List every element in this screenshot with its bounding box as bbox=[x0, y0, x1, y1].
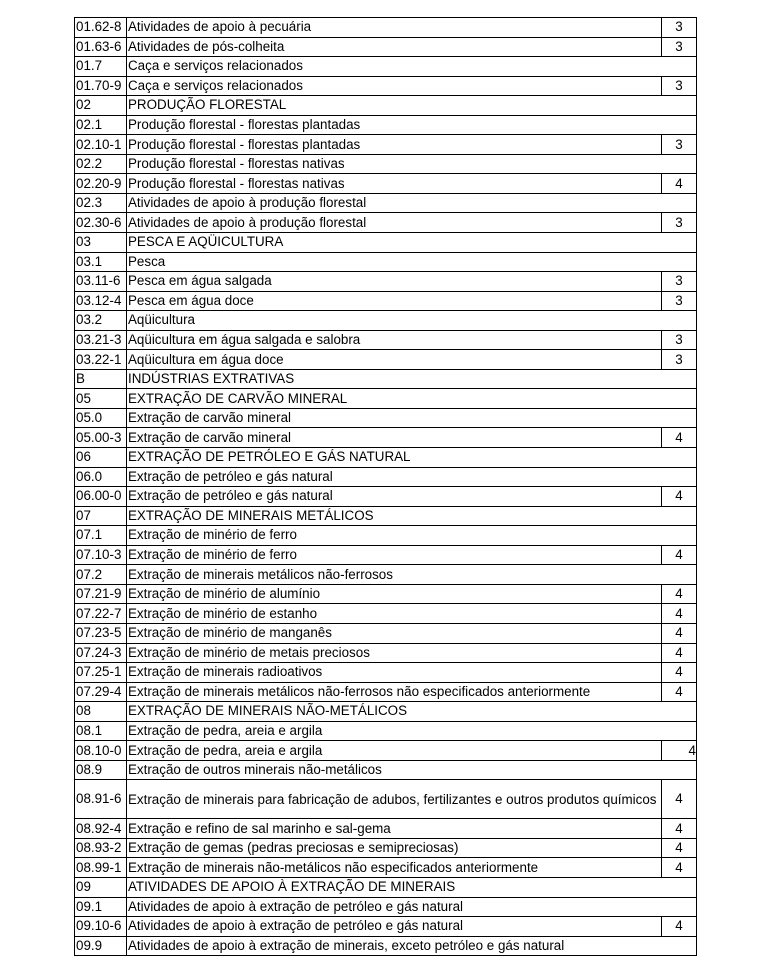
table-row bbox=[75, 193, 697, 213]
activity-description: Produção florestal - florestas plantadas bbox=[127, 135, 662, 155]
activity-description: ATIVIDADES DE APOIO À EXTRAÇÃO DE MINERAIS bbox=[127, 877, 697, 897]
table-row bbox=[75, 18, 697, 38]
activity-code: 07 bbox=[75, 506, 127, 526]
table-row bbox=[75, 467, 697, 487]
table-row bbox=[75, 252, 697, 272]
activity-code: 01.7 bbox=[75, 57, 127, 77]
activity-code: 03.2 bbox=[75, 311, 127, 331]
activity-description: EXTRAÇÃO DE MINERAIS METÁLICOS bbox=[127, 506, 697, 526]
activity-description: Extração de minério de ferro bbox=[127, 526, 697, 546]
table-row bbox=[75, 623, 697, 643]
table-row bbox=[75, 858, 697, 878]
table-row bbox=[75, 233, 697, 253]
activity-code: B bbox=[75, 369, 127, 389]
activity-description: Extração de minerais para fabricação de adubos, fertilizantes e outros produtos químicos bbox=[127, 780, 662, 819]
activity-code: 02.10-1 bbox=[75, 135, 127, 155]
risk-degree: 4 bbox=[662, 428, 697, 448]
risk-degree: 4 bbox=[662, 545, 697, 565]
table-row bbox=[75, 448, 697, 468]
activity-code: 08.9 bbox=[75, 760, 127, 780]
risk-degree: 4 bbox=[662, 838, 697, 858]
table-row bbox=[75, 819, 697, 839]
table-row bbox=[75, 96, 697, 116]
table-row bbox=[75, 76, 697, 96]
activity-code: 07.23-5 bbox=[75, 623, 127, 643]
activity-description: Aqüicultura em água doce bbox=[127, 350, 662, 370]
activity-description: Aqüicultura bbox=[127, 311, 697, 331]
risk-degree: 3 bbox=[662, 330, 697, 350]
table-row bbox=[75, 311, 697, 331]
table-row bbox=[75, 897, 697, 917]
activity-description: Extração de minério de estanho bbox=[127, 604, 662, 624]
risk-degree: 4 bbox=[662, 487, 697, 507]
activity-code: 03.11-6 bbox=[75, 272, 127, 292]
activity-code: 02 bbox=[75, 96, 127, 116]
activity-description: Atividades de apoio à extração de minerais, exceto petróleo e gás natural bbox=[127, 936, 697, 956]
activity-description: Extração de minério de alumínio bbox=[127, 584, 662, 604]
table-row bbox=[75, 760, 697, 780]
table-row bbox=[75, 174, 697, 194]
activity-code: 02.1 bbox=[75, 115, 127, 135]
activity-description: Caça e serviços relacionados bbox=[127, 57, 697, 77]
table-row bbox=[75, 213, 697, 233]
activity-code: 03.1 bbox=[75, 252, 127, 272]
activity-description: Extração de carvão mineral bbox=[127, 428, 662, 448]
risk-degree: 4 bbox=[662, 623, 697, 643]
activity-description: Extração de carvão mineral bbox=[127, 408, 697, 428]
activity-description: Pesca bbox=[127, 252, 697, 272]
table-row bbox=[75, 545, 697, 565]
risk-degree: 4 bbox=[662, 819, 697, 839]
activity-code: 02.3 bbox=[75, 193, 127, 213]
activity-description: Atividades de apoio à produção florestal bbox=[127, 193, 697, 213]
table-row bbox=[75, 428, 697, 448]
activity-description: Atividades de pós-colheita bbox=[127, 37, 662, 57]
table-row bbox=[75, 389, 697, 409]
table-row bbox=[75, 584, 697, 604]
activity-description: Extração de outros minerais não-metálicos bbox=[127, 760, 697, 780]
table-row bbox=[75, 741, 697, 761]
activity-code: 08.93-2 bbox=[75, 838, 127, 858]
activity-code: 09.10-6 bbox=[75, 917, 127, 937]
risk-degree: 4 bbox=[662, 584, 697, 604]
table-row bbox=[75, 350, 697, 370]
activity-code: 08.91-6 bbox=[75, 780, 127, 819]
risk-degree: 4 bbox=[662, 780, 697, 819]
table-row bbox=[75, 643, 697, 663]
activity-description: Caça e serviços relacionados bbox=[127, 76, 662, 96]
activity-description: Extração de pedra, areia e argila bbox=[127, 721, 697, 741]
table-row bbox=[75, 408, 697, 428]
activity-description: INDÚSTRIAS EXTRATIVAS bbox=[127, 369, 697, 389]
table-row bbox=[75, 291, 697, 311]
activity-code: 09.1 bbox=[75, 897, 127, 917]
table-row bbox=[75, 917, 697, 937]
risk-degree: 4 bbox=[662, 858, 697, 878]
risk-degree: 4 bbox=[662, 604, 697, 624]
activity-code: 02.30-6 bbox=[75, 213, 127, 233]
table-row bbox=[75, 526, 697, 546]
table-row bbox=[75, 721, 697, 741]
table-row bbox=[75, 330, 697, 350]
activity-code: 05.0 bbox=[75, 408, 127, 428]
table-row bbox=[75, 838, 697, 858]
activity-code: 01.63-6 bbox=[75, 37, 127, 57]
activity-code: 03.22-1 bbox=[75, 350, 127, 370]
activity-code: 07.25-1 bbox=[75, 663, 127, 683]
activity-description: Atividades de apoio à produção florestal bbox=[127, 213, 662, 233]
activity-description: EXTRAÇÃO DE MINERAIS NÃO-METÁLICOS bbox=[127, 702, 697, 722]
activity-code: 07.1 bbox=[75, 526, 127, 546]
activity-code: 05 bbox=[75, 389, 127, 409]
table-row bbox=[75, 369, 697, 389]
activity-description: Atividades de apoio à extração de petróleo e gás natural bbox=[127, 917, 662, 937]
activity-code: 02.20-9 bbox=[75, 174, 127, 194]
activity-code: 07.2 bbox=[75, 565, 127, 585]
activity-code: 05.00-3 bbox=[75, 428, 127, 448]
activity-table-body bbox=[75, 18, 697, 956]
risk-degree: 3 bbox=[662, 350, 697, 370]
activity-code: 01.70-9 bbox=[75, 76, 127, 96]
risk-degree: 4 bbox=[662, 174, 697, 194]
activity-code: 09 bbox=[75, 877, 127, 897]
table-row bbox=[75, 780, 697, 819]
activity-description: Extração de minerais metálicos não-ferrosos não especificados anteriormente bbox=[127, 682, 662, 702]
activity-code: 08.1 bbox=[75, 721, 127, 741]
risk-degree: 3 bbox=[662, 76, 697, 96]
activity-description: Extração de pedra, areia e argila bbox=[127, 741, 662, 761]
table-row bbox=[75, 272, 697, 292]
table-row bbox=[75, 663, 697, 683]
activity-description: Produção florestal - florestas nativas bbox=[127, 174, 662, 194]
activity-description: PRODUÇÃO FLORESTAL bbox=[127, 96, 697, 116]
activity-code: 07.10-3 bbox=[75, 545, 127, 565]
activity-table bbox=[74, 17, 697, 956]
risk-degree: 3 bbox=[662, 135, 697, 155]
activity-description: Atividades de apoio à extração de petróleo e gás natural bbox=[127, 897, 697, 917]
table-row bbox=[75, 487, 697, 507]
table-row bbox=[75, 506, 697, 526]
activity-code: 07.29-4 bbox=[75, 682, 127, 702]
activity-code: 02.2 bbox=[75, 154, 127, 174]
table-row bbox=[75, 877, 697, 897]
activity-description: Extração de minerais não-metálicos não especificados anteriormente bbox=[127, 858, 662, 878]
activity-description: Aqüicultura em água salgada e salobra bbox=[127, 330, 662, 350]
risk-degree: 3 bbox=[662, 18, 697, 38]
activity-code: 08.99-1 bbox=[75, 858, 127, 878]
risk-degree: 3 bbox=[662, 213, 697, 233]
activity-description: PESCA E AQÜICULTURA bbox=[127, 233, 697, 253]
activity-description: EXTRAÇÃO DE PETRÓLEO E GÁS NATURAL bbox=[127, 448, 697, 468]
activity-code: 06 bbox=[75, 448, 127, 468]
risk-degree: 3 bbox=[662, 272, 697, 292]
table-row bbox=[75, 702, 697, 722]
activity-description: Pesca em água salgada bbox=[127, 272, 662, 292]
activity-code: 03.12-4 bbox=[75, 291, 127, 311]
risk-degree: 4 bbox=[662, 663, 697, 683]
activity-code: 08.92-4 bbox=[75, 819, 127, 839]
risk-degree: 4 bbox=[662, 741, 697, 761]
activity-description: Extração de minerais metálicos não-ferrosos bbox=[127, 565, 697, 585]
activity-description: Extração de minério de ferro bbox=[127, 545, 662, 565]
risk-degree: 4 bbox=[662, 682, 697, 702]
activity-description: Atividades de apoio à pecuária bbox=[127, 18, 662, 38]
activity-description: Pesca em água doce bbox=[127, 291, 662, 311]
table-row bbox=[75, 682, 697, 702]
activity-code: 07.21-9 bbox=[75, 584, 127, 604]
table-row bbox=[75, 57, 697, 77]
activity-description: Extração de minério de manganês bbox=[127, 623, 662, 643]
activity-description: Extração de minério de metais preciosos bbox=[127, 643, 662, 663]
activity-code: 08.10-0 bbox=[75, 741, 127, 761]
table-row bbox=[75, 154, 697, 174]
risk-degree: 3 bbox=[662, 37, 697, 57]
activity-code: 06.0 bbox=[75, 467, 127, 487]
risk-degree: 4 bbox=[662, 643, 697, 663]
table-row bbox=[75, 936, 697, 956]
risk-degree: 4 bbox=[662, 917, 697, 937]
activity-code: 01.62-8 bbox=[75, 18, 127, 38]
activity-description: Produção florestal - florestas plantadas bbox=[127, 115, 697, 135]
activity-code: 07.24-3 bbox=[75, 643, 127, 663]
activity-description: EXTRAÇÃO DE CARVÃO MINERAL bbox=[127, 389, 697, 409]
activity-code: 06.00-0 bbox=[75, 487, 127, 507]
table-row bbox=[75, 565, 697, 585]
activity-description: Extração de gemas (pedras preciosas e semipreciosas) bbox=[127, 838, 662, 858]
table-row bbox=[75, 135, 697, 155]
activity-code: 07.22-7 bbox=[75, 604, 127, 624]
activity-description: Extração de petróleo e gás natural bbox=[127, 487, 662, 507]
activity-description: Extração e refino de sal marinho e sal-gema bbox=[127, 819, 662, 839]
activity-description: Extração de minerais radioativos bbox=[127, 663, 662, 683]
table-row bbox=[75, 115, 697, 135]
activity-code: 08 bbox=[75, 702, 127, 722]
activity-description: Produção florestal - florestas nativas bbox=[127, 154, 697, 174]
activity-description: Extração de petróleo e gás natural bbox=[127, 467, 697, 487]
activity-code: 03.21-3 bbox=[75, 330, 127, 350]
table-row bbox=[75, 37, 697, 57]
activity-code: 09.9 bbox=[75, 936, 127, 956]
table-row bbox=[75, 604, 697, 624]
risk-degree: 3 bbox=[662, 291, 697, 311]
activity-code: 03 bbox=[75, 233, 127, 253]
